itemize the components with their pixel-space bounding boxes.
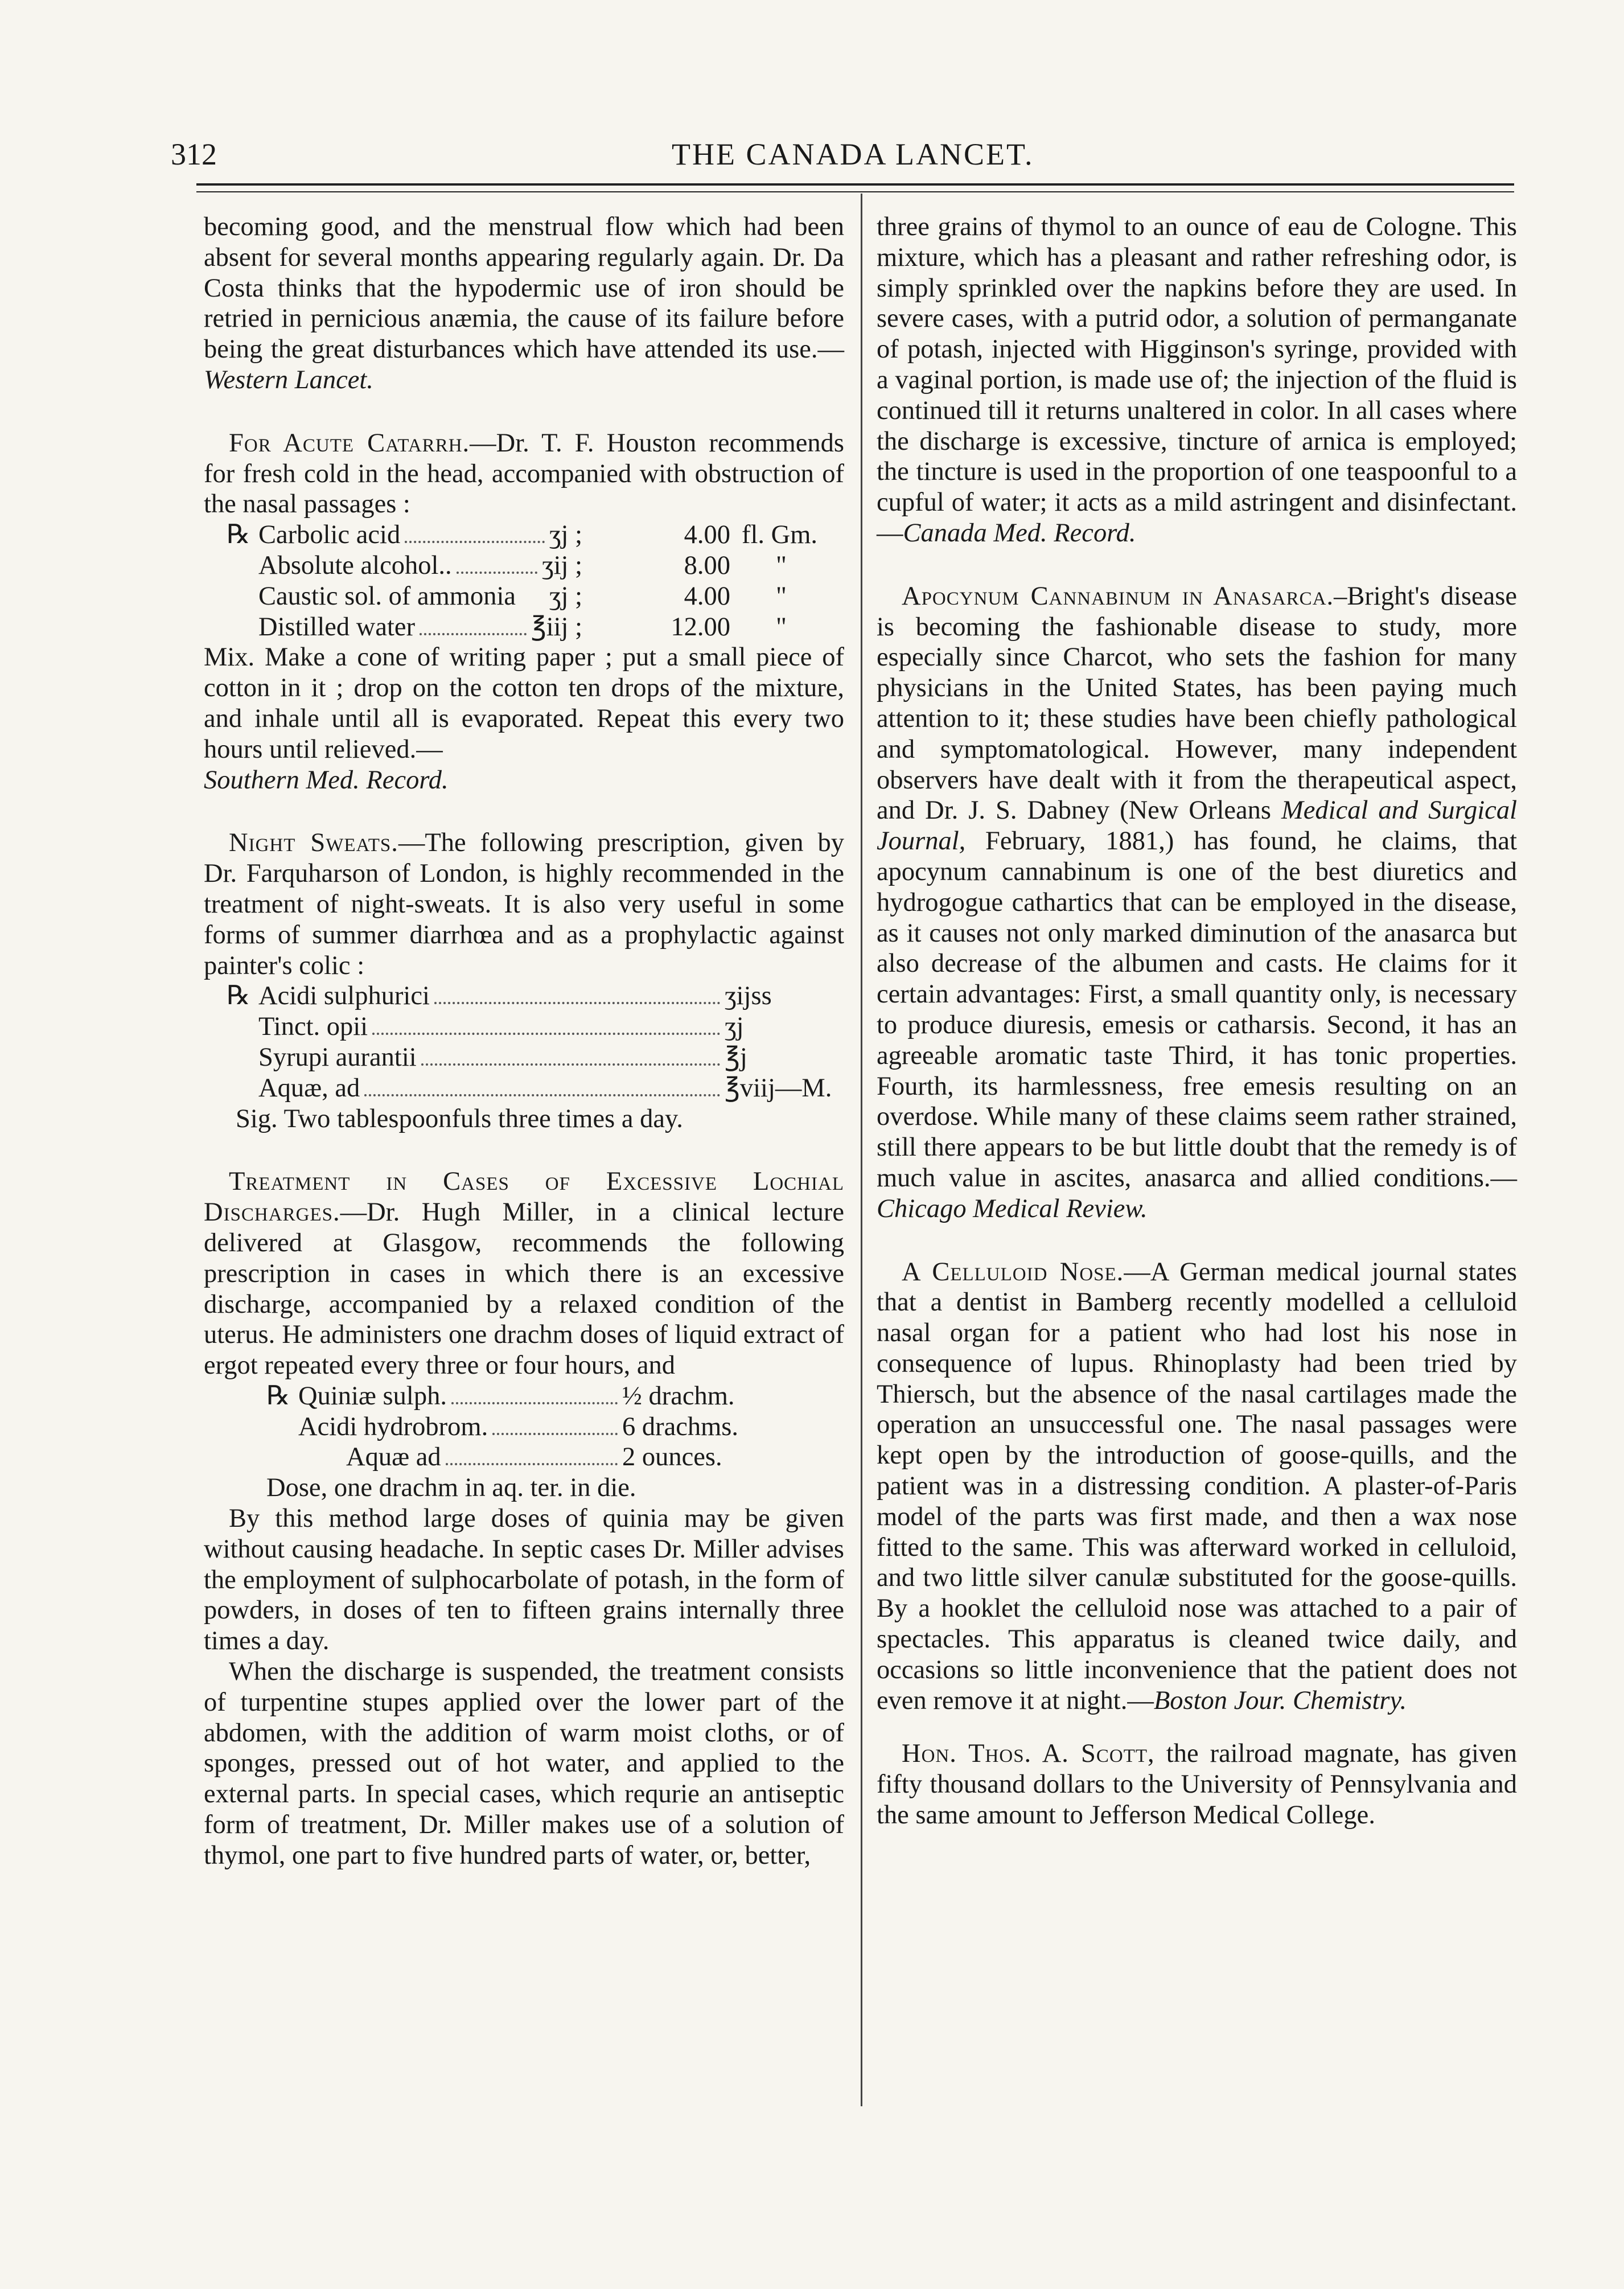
prescription-line: Tinct. opii ʒj [258, 1012, 744, 1042]
article-title: Night Sweats. [229, 828, 398, 858]
night-sweats-prescription [204, 981, 844, 1103]
prescription-line: Acidi hydrobrom. 6 drachms. [298, 1412, 739, 1441]
rx-symbol: ℞ [227, 981, 250, 1011]
prescription-line: ℞ Quiniæ sulph. ½ drachm. [266, 1381, 735, 1411]
source-citation: Western Lancet. [204, 365, 373, 394]
prescription-line: Syrupi aurantii ℥j [258, 1042, 747, 1072]
catarrh-directions: Mix. Make a cone of writing paper ; put a small piece of cotton in it ; drop on the cotton ten drops of the mixture, and inhale until all is evaporated. Repeat this every two hours until relieved.— Southern Med. Record. [204, 643, 844, 795]
header-rule-thin [196, 191, 1514, 192]
continuation-paragraph: becoming good, and the menstrual flow which had been absent for several months appearing regularly again. Dr. Da Costa thinks that the hypodermic use of iron should be retried in pernicious anæmia, the cause of its failure before being the great disturbances which have attended its use.—Western Lancet. [204, 212, 844, 394]
article-title: Treatment in Cases of Excessive Lochial Discharges. [204, 1167, 844, 1227]
lochial-paragraph: By this method large doses of quinia may be given without causing headache. In septic cases Dr. Miller advises the employment of sulphocarbolate of potash, in the form of powders, in doses of ten to fifteen grains internally three times a day. [204, 1504, 844, 1656]
prescription-sig: Sig. Two tablespoonfuls three times a day. [236, 1104, 683, 1133]
journal-title: Medical and Surgical Journal, [877, 796, 1517, 856]
header-rule [196, 183, 1514, 186]
source-citation: Canada Med. Record. [903, 518, 1136, 548]
apocynum-article: Apocynum Cannabinum in Anasarca.–Bright's disease is becoming the fashionable disease to study, more especially since Charcot, who sets the fashion for many physicians in the United States, has been paying much attention to it; these studies have been chiefly pathological and symptomatological. However, many independent observers have dealt with it from the therapeutical aspect, and Dr. J. S. Dabney (New Orleans Medical and Surgical Journal, February, 1881,) has found, he claims, that apocynum cannabinum is one of the best diuretics and hydrogogue cathartics that can be employed in the disease, as it causes not only marked diminution of the anasarca but also decrease of the albumen and casts. He claims for it certain advantages: First, a small quantity only, is necessary to produce diuresis, emesis or catharsis. Second, it has an agreeable aromatic taste Third, it has tonic properties. Fourth, its harmlessness, free emesis resulting on an overdose. While many of these claims seem rather strained, still there appears to be but little doubt that the remedy is of much value in ascites, anasarca and allied conditions.—Chicago Medical Review. [877, 581, 1518, 1223]
prescription-line: Aquæ ad 2 ounces. [346, 1443, 722, 1472]
continuation-paragraph: three grains of thymol to an ounce of eau de Cologne. This mixture, which has a pleasant and rather refreshing odor, is simply sprinkled over the napkins before they are used. In severe cases, with a putrid odor, a solution of permanganate of potash, injected with Higginson's syringe, provided with a vaginal portion, is made use of; the injection of the fluid is continued till it returns unaltered in color. In all cases where the discharge is excessive, tincture of arnica is employed; the tincture is used in the proportion of one teaspoonful to a cupful of water; it acts as a mild astringent and disinfectant.—Canada Med. Record. [877, 212, 1517, 548]
article-title: Hon. Thos. A. Scott, [902, 1739, 1155, 1769]
night-sweats-article: Night Sweats.—The following prescription, given by Dr. Farquharson of London, is highly recommended in the treatment of night-sweats. It is also very useful in some forms of summer diarrhœa and as a prophylactic against painter's colic : [204, 828, 845, 980]
article-title: A Celluloid Nose. [902, 1257, 1124, 1287]
right-column [877, 212, 1517, 1831]
prescription-dose: Dose, one drachm in aq. ter. in die. [266, 1473, 636, 1503]
catarrh-article: For Acute Catarrh.—Dr. T. F. Houston recommends for fresh cold in the head, accompanied with obstruction of the nasal passages : [204, 428, 844, 519]
celluloid-nose-article: A Celluloid Nose.—A German medical journal states that a dentist in Bamberg recently modelled a celluloid nasal organ for a patient who had lost his nose in consequence of lupus. Rhinoplasty had been tried by Thiersch, but the absence of the nasal cartilages made the operation an unsuccessful one. The nasal passages were kept open by the introduction of goose-quills, and the patient was in a distressing condition. A plaster-of-Paris model of the parts was first made, and then a wax nose fitted to the same. This was afterward worked in celluloid, and two little silver canulæ substituted for the goose-quills. By a hooklet the celluloid nose was attached to a pair of spectacles. This apparatus is cleaned twice daily, and occasions so little inconvenience that the patient does not even remove it at night.—Boston Jour. Chemistry. [877, 1257, 1517, 1715]
article-title: For Acute Catarrh. [229, 428, 470, 458]
prescription-line: ℞ Acidi sulphurici ʒijss [227, 981, 772, 1011]
prescription-line: Distilled water ℥iij ; 12.00 " [258, 612, 787, 642]
column-divider [861, 194, 862, 2106]
lochial-article: Treatment in Cases of Excessive Lochial Discharges.—Dr. Hugh Miller, in a clinical lecture delivered at Glasgow, recommends the following prescription in cases in which there is an excessive discharge, accompanied by a relaxed condition of the uterus. He administers one drachm doses of liquid extract of ergot repeated every three or four hours, and [204, 1167, 844, 1380]
article-title: Apocynum Cannabinum in Anasarca. [902, 581, 1334, 611]
scott-gift-article: Hon. Thos. A. Scott, the railroad magnate, has given fifty thousand dollars to the University of Pennsylvania and the same amount to Jefferson Medical College. [877, 1739, 1517, 1830]
lochial-paragraph: When the discharge is suspended, the treatment consists of turpentine stupes applied over the lower part of the abdomen, with the addition of warm moist cloths, or of sponges, pressed out of hot water, and applied to the external parts. In special cases, which requrie an antiseptic form of treatment, Dr. Miller makes use of a solution of thymol, one part to five hundred parts of water, or, better, [204, 1657, 844, 1870]
lochial-prescription [204, 1381, 844, 1473]
catarrh-prescription [204, 520, 844, 642]
source-citation: Chicago Medical Review. [877, 1194, 1148, 1223]
rx-symbol: ℞ [227, 520, 250, 550]
prescription-line: Aquæ, ad ℥viij—M. [258, 1073, 832, 1103]
source-citation: Southern Med. Record. [204, 765, 449, 795]
rx-symbol: ℞ [266, 1381, 290, 1411]
left-column [204, 212, 844, 1871]
source-citation: Boston Jour. Chemistry. [1153, 1686, 1407, 1715]
running-head: THE CANADA LANCET. [672, 137, 1034, 171]
page-number: 312 [171, 137, 217, 171]
prescription-line: ℞ Carbolic acid ʒj ; 4.00 fl. Gm. [227, 520, 818, 550]
prescription-line: Absolute alcohol.. ʒij ; 8.00 " [258, 550, 787, 580]
prescription-line: Caustic sol. of ammonia ʒj ; 4.00 " [258, 581, 787, 611]
